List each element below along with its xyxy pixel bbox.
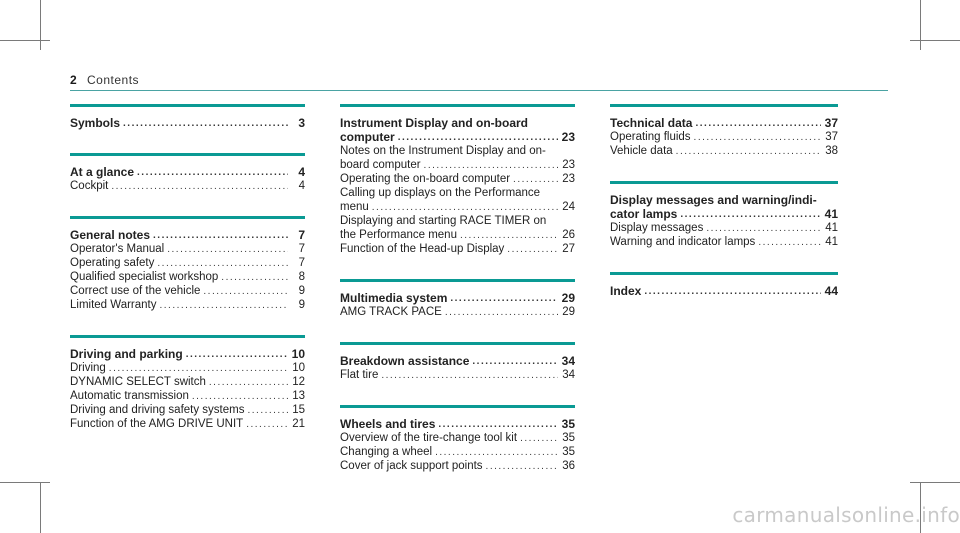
dot-leader — [513, 174, 558, 186]
dot-leader — [694, 132, 821, 144]
entry-page-number: 35 — [562, 432, 575, 444]
dot-leader — [246, 419, 288, 431]
entry-page-number: 9 — [298, 285, 305, 297]
dot-leader — [137, 167, 288, 179]
dot-leader — [450, 293, 558, 305]
toc-entry[interactable] — [70, 375, 305, 389]
toc-section — [610, 104, 838, 158]
section-title-link[interactable] — [340, 417, 575, 431]
dot-leader — [435, 447, 558, 459]
entry-label: Flat tire — [340, 369, 379, 381]
entry-page-number: 34 — [562, 369, 575, 381]
toc-entry[interactable] — [70, 179, 305, 193]
entry-label: cator lamps — [610, 207, 678, 221]
entry-label: the Performance menu — [340, 229, 457, 241]
dot-leader — [445, 307, 558, 319]
dot-leader — [186, 349, 288, 361]
entry-page-number: 38 — [825, 145, 838, 157]
entry-label: Operating safety — [70, 257, 155, 269]
section-divider — [610, 104, 838, 107]
dot-leader — [203, 286, 288, 298]
toc-column-2 — [340, 104, 575, 473]
entry-label: Function of the AMG DRIVE UNIT — [70, 418, 244, 430]
entry-page-number: 13 — [292, 390, 305, 402]
toc-entry[interactable] — [610, 144, 838, 158]
section-title-line: Display messages and warning/indi- — [610, 193, 817, 207]
dot-leader — [209, 377, 288, 389]
toc-entry-line: Calling up displays on the Performance — [340, 187, 541, 199]
entry-page-number: 29 — [562, 306, 575, 318]
entry-label: Operating fluids — [610, 131, 691, 143]
entry-label: Correct use of the vehicle — [70, 285, 201, 297]
dot-leader — [644, 286, 821, 298]
toc-section — [340, 279, 575, 319]
dot-leader — [109, 363, 288, 375]
entry-page-number: 23 — [561, 130, 575, 144]
toc-section — [340, 405, 575, 473]
toc-column-1 — [70, 104, 305, 431]
dot-leader — [167, 244, 288, 256]
entry-label: Vehicle data — [610, 145, 673, 157]
section-title-link[interactable] — [340, 130, 575, 144]
entry-page-number: 24 — [562, 201, 575, 213]
crop-mark — [0, 40, 50, 41]
entry-label: DYNAMIC SELECT switch — [70, 376, 206, 388]
section-divider — [70, 153, 305, 156]
section-title-link[interactable] — [70, 347, 305, 361]
section-title-link[interactable] — [70, 165, 305, 179]
toc-section — [70, 216, 305, 312]
entry-page-number: 41 — [824, 207, 838, 221]
header-divider — [70, 90, 888, 91]
entry-label: board computer — [340, 159, 421, 171]
section-title-link[interactable] — [70, 228, 305, 242]
entry-label: Driving — [70, 362, 106, 374]
toc-section — [340, 104, 575, 256]
entry-page-number: 4 — [298, 165, 305, 179]
dot-leader — [438, 419, 558, 431]
section-divider — [340, 104, 575, 107]
entry-label: Display messages — [610, 222, 704, 234]
section-title-link[interactable] — [340, 354, 575, 368]
crop-mark — [910, 482, 960, 483]
toc-entry[interactable] — [340, 445, 575, 459]
dot-leader — [486, 461, 558, 473]
toc-entry[interactable] — [340, 228, 575, 242]
entry-page-number: 10 — [291, 347, 305, 361]
section-divider — [340, 342, 575, 345]
crop-mark — [920, 0, 921, 50]
dot-leader — [160, 300, 289, 312]
entry-label: Qualified specialist workshop — [70, 271, 219, 283]
toc-entry[interactable] — [70, 361, 305, 375]
toc-entry[interactable] — [340, 200, 575, 214]
dot-leader — [247, 405, 288, 417]
toc-entry-line: Notes on the Instrument Display and on- — [340, 145, 546, 157]
entry-page-number: 3 — [298, 116, 305, 130]
dot-leader — [221, 272, 288, 284]
toc-entry[interactable] — [70, 403, 305, 417]
toc-entry[interactable] — [610, 221, 838, 235]
entry-label: Driving and driving safety systems — [70, 404, 245, 416]
watermark: carmanualsonline.info — [732, 503, 960, 527]
toc-section — [70, 153, 305, 193]
section-divider — [70, 216, 305, 219]
dot-leader — [758, 237, 821, 249]
entry-page-number: 23 — [562, 173, 575, 185]
entry-page-number: 23 — [562, 159, 575, 171]
toc-entry[interactable] — [70, 270, 305, 284]
toc-entry[interactable] — [70, 256, 305, 270]
entry-label: Cockpit — [70, 180, 109, 192]
entry-page-number: 44 — [824, 284, 838, 298]
toc-entry[interactable] — [340, 431, 575, 445]
dot-leader — [676, 146, 821, 158]
crop-mark — [0, 482, 50, 483]
toc-entry[interactable] — [340, 242, 575, 256]
entry-page-number: 37 — [825, 131, 838, 143]
toc-entry-line: Displaying and starting RACE TIMER on — [340, 215, 547, 227]
entry-page-number: 36 — [562, 460, 575, 472]
dot-leader — [472, 356, 558, 368]
dot-leader — [398, 132, 558, 144]
dot-leader — [460, 230, 558, 242]
entry-label: Cover of jack support points — [340, 460, 483, 472]
entry-label: Driving and parking — [70, 347, 183, 361]
entry-page-number: 7 — [298, 228, 305, 242]
section-title-link[interactable] — [610, 116, 838, 130]
toc-entry[interactable] — [340, 158, 575, 172]
section-title-link[interactable] — [70, 116, 305, 130]
section-divider — [70, 104, 305, 107]
dot-leader — [381, 370, 558, 382]
section-title-line: Instrument Display and on-board — [340, 116, 529, 130]
toc-entry[interactable] — [610, 235, 838, 249]
dot-leader — [706, 223, 821, 235]
entry-label: AMG TRACK PACE — [340, 306, 442, 318]
section-divider — [610, 181, 838, 184]
dot-leader — [372, 202, 558, 214]
section-divider — [340, 405, 575, 408]
dot-leader — [153, 230, 288, 242]
dot-leader — [111, 181, 288, 193]
entry-page-number: 35 — [562, 446, 575, 458]
dot-leader — [192, 391, 288, 403]
entry-label: Index — [610, 284, 642, 298]
entry-label: Limited Warranty — [70, 299, 157, 311]
entry-page-number: 4 — [298, 180, 305, 192]
dot-leader — [123, 118, 288, 130]
toc-entry[interactable] — [610, 130, 838, 144]
entry-page-number: 27 — [562, 243, 575, 255]
page-header — [70, 73, 888, 89]
toc-entry[interactable] — [70, 298, 305, 312]
entry-label: Multimedia system — [340, 291, 448, 305]
entry-page-number: 9 — [298, 299, 305, 311]
toc-entry[interactable] — [70, 389, 305, 403]
dot-leader — [695, 118, 821, 130]
entry-page-number: 37 — [824, 116, 838, 130]
section-divider — [610, 272, 838, 275]
dot-leader — [507, 244, 558, 256]
entry-label: Operating the on-board computer — [340, 173, 511, 185]
entry-page-number: 41 — [825, 222, 838, 234]
section-divider — [340, 279, 575, 282]
toc-section — [610, 181, 838, 249]
entry-label: At a glance — [70, 165, 135, 179]
toc-entry[interactable] — [70, 417, 305, 431]
toc-section — [70, 104, 305, 130]
entry-page-number: 12 — [292, 376, 305, 388]
toc-entry[interactable] — [70, 242, 305, 256]
toc-entry[interactable] — [340, 459, 575, 473]
entry-label: Automatic transmission — [70, 390, 189, 402]
entry-page-number: 8 — [298, 271, 305, 283]
section-title-link[interactable] — [610, 284, 838, 298]
entry-page-number: 26 — [562, 229, 575, 241]
entry-page-number: 35 — [561, 417, 575, 431]
section-title-link[interactable] — [340, 291, 575, 305]
entry-label: computer — [340, 130, 395, 144]
entry-page-number: 34 — [561, 354, 575, 368]
entry-label: Wheels and tires — [340, 417, 436, 431]
entry-label: Changing a wheel — [340, 446, 433, 458]
entry-page-number: 10 — [292, 362, 305, 374]
toc-column-3 — [610, 104, 838, 298]
entry-page-number: 29 — [561, 291, 575, 305]
dot-leader — [424, 160, 558, 172]
entry-page-number: 7 — [298, 243, 305, 255]
entry-label: Warning and indicator lamps — [610, 236, 756, 248]
dot-leader — [680, 209, 821, 221]
toc-section — [340, 342, 575, 382]
toc-entry[interactable] — [340, 172, 575, 186]
toc-section — [70, 335, 305, 431]
entry-label: Function of the Head-up Display — [340, 243, 505, 255]
toc-entry[interactable] — [70, 284, 305, 298]
section-divider — [70, 335, 305, 338]
entry-page-number: 41 — [825, 236, 838, 248]
dot-leader — [157, 258, 288, 270]
entry-label: Overview of the tire-change tool kit — [340, 432, 518, 444]
toc-section — [610, 272, 838, 298]
entry-page-number: 21 — [292, 418, 305, 430]
page-title: Contents — [87, 73, 140, 87]
entry-page-number: 15 — [292, 404, 305, 416]
page-number: 2 — [70, 73, 77, 87]
entry-label: Operator's Manual — [70, 243, 165, 255]
entry-label: Breakdown assistance — [340, 354, 470, 368]
toc-entry[interactable] — [340, 305, 575, 319]
toc-entry[interactable] — [340, 368, 575, 382]
section-title-link[interactable] — [610, 207, 838, 221]
crop-mark — [40, 0, 41, 50]
crop-mark — [910, 40, 960, 41]
entry-label: menu — [340, 201, 369, 213]
entry-label: Symbols — [70, 116, 121, 130]
entry-label: General notes — [70, 228, 151, 242]
entry-page-number: 7 — [298, 257, 305, 269]
dot-leader — [520, 433, 558, 445]
entry-label: Technical data — [610, 116, 693, 130]
